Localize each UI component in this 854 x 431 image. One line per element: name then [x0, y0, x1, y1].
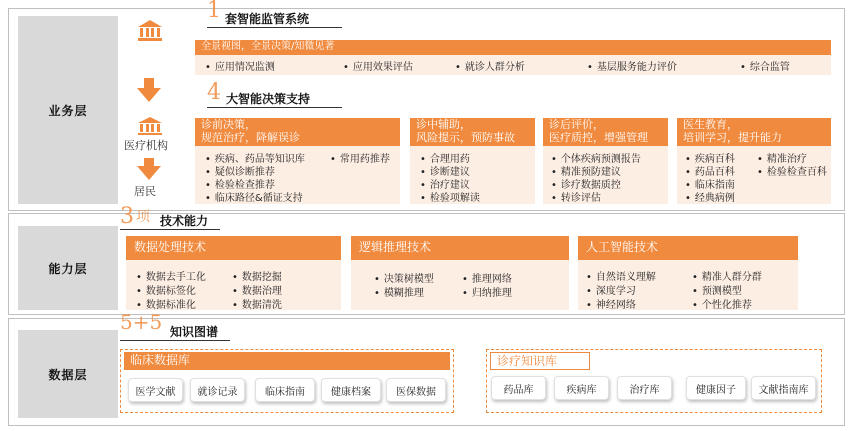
- section2-title: 大智能决策支持: [226, 92, 311, 106]
- tech-card-item: • 模糊推理: [374, 284, 424, 299]
- tech-card-item: • 决策树模型: [374, 270, 434, 285]
- section1-title: 套智能监管系统: [225, 12, 310, 26]
- decision-card-item: • 临床指南: [685, 176, 735, 191]
- decision-card-item: • 检验项解读: [420, 189, 480, 204]
- clinical-db-item: 医学文献: [128, 378, 183, 402]
- section4-underline: [120, 340, 230, 341]
- tech-card-item: • 预测模型: [692, 282, 742, 297]
- tech-card-item: • 精准人群分群: [692, 268, 762, 283]
- decision-card-item: • 治疗建议: [420, 176, 470, 191]
- clinical-db-header: 临床数据库: [124, 352, 450, 370]
- decision-card-item: • 疾病、药品等知识库: [205, 150, 305, 165]
- decision-card-header-line: 医疗质控，增强管理: [549, 130, 648, 144]
- hospital-label: 医疗机构: [124, 139, 168, 152]
- decision-card-item: • 疾病百科: [685, 150, 735, 165]
- arrow-down-icon: [144, 158, 154, 166]
- tech-card-item: • 自然语义理解: [586, 268, 656, 283]
- decision-card-item: • 经典病例: [685, 189, 735, 204]
- decision-card-item: • 常用药推荐: [330, 150, 390, 165]
- section3-title: 技术能力: [160, 214, 209, 228]
- decision-card-header-line: 诊前决策，: [201, 118, 256, 131]
- decision-card-header: [677, 118, 831, 146]
- decision-card-header: [410, 118, 535, 146]
- clinical-db-item: 健康档案: [321, 378, 381, 402]
- decision-card-item: • 合理用药: [420, 150, 470, 165]
- knowledge-db-header: 诊疗知识库: [490, 352, 590, 370]
- section1-item: • 综合监管: [740, 58, 790, 73]
- tech-card-item: • 推理网络: [462, 270, 512, 285]
- tech-card-header: 人工智能技术: [578, 236, 798, 260]
- clinical-db-item: 临床指南: [255, 378, 315, 402]
- section1-item: • 就诊人群分析: [455, 58, 525, 73]
- clinical-db-item: 就诊记录: [190, 378, 245, 402]
- tech-card-header: 逻辑推理技术: [351, 236, 569, 260]
- capability-layer-label: 能力层: [18, 226, 118, 310]
- decision-card-header-line: 规范治疗，降解误诊: [201, 130, 300, 144]
- resident-label: 居民: [134, 185, 156, 198]
- decision-card-header-line: 医生教育，: [683, 118, 738, 131]
- decision-card-item: • 疑似诊断推荐: [205, 163, 275, 178]
- tech-card-item: • 数据标签化: [136, 282, 196, 297]
- tech-card-item: • 数据治理: [232, 282, 282, 297]
- building-icon: [135, 18, 165, 42]
- hospital-icon: [136, 116, 164, 136]
- decision-card-item: • 精准治疗: [757, 150, 807, 165]
- section1-number: 1: [207, 0, 221, 23]
- section1-item: • 基层服务能力评价: [587, 58, 677, 73]
- tech-card-item: • 深度学习: [586, 282, 636, 297]
- section1-item: • 应用效果评估: [343, 58, 413, 73]
- knowledge-db-item: 药品库: [491, 376, 546, 400]
- arrow-down-icon: [144, 78, 154, 88]
- knowledge-db-item: 疾病库: [554, 376, 609, 400]
- decision-card-item: • 转诊评估: [551, 189, 601, 204]
- decision-card-header-line: 培训学习，提升能力: [683, 130, 782, 144]
- decision-card-item: • 诊断建议: [420, 163, 470, 178]
- tech-card-header: 数据处理技术: [126, 236, 341, 260]
- tech-card-item: • 归纳推理: [462, 284, 512, 299]
- section2-number: 4: [207, 80, 221, 105]
- decision-card-item: • 检验检查推荐: [205, 176, 275, 191]
- arrow-down-icon: [137, 166, 161, 180]
- section1-bar: 全景视图，全景决策/知微见著: [195, 40, 831, 55]
- data-layer-label: 数据层: [18, 330, 118, 418]
- tech-card-item: • 数据清洗: [232, 296, 282, 311]
- decision-card-item: • 药品百科: [685, 163, 735, 178]
- section4-number: 5+5: [120, 310, 163, 334]
- decision-card-item: • 临床路径&循证支持: [205, 189, 303, 204]
- section2-underline: [207, 107, 342, 108]
- knowledge-db-item: 治疗库: [617, 376, 672, 400]
- section3-number-suffix: 项: [136, 209, 150, 225]
- decision-card-item: • 诊疗数据质控: [551, 176, 621, 191]
- decision-card-header-line: 诊后评价，: [549, 118, 604, 131]
- section3-number: 3: [120, 204, 134, 229]
- business-layer-label: 业务层: [18, 16, 118, 204]
- decision-card-header: [543, 118, 668, 146]
- decision-card-header-line: 风险提示，预防事故: [416, 130, 515, 144]
- tech-card-item: • 个性化推荐: [692, 296, 752, 311]
- decision-card-item: • 个体疾病预测报告: [551, 150, 641, 165]
- knowledge-db-item: 健康因子: [686, 376, 746, 400]
- section1-underline: [207, 27, 342, 28]
- clinical-db-item: 医保数据: [386, 378, 446, 402]
- section1-item: • 应用情况监测: [205, 58, 275, 73]
- knowledge-db-item: 文献指南库: [751, 376, 816, 400]
- decision-card-item: • 检验检查百科: [757, 163, 827, 178]
- tech-card-item: • 神经网络: [586, 296, 636, 311]
- arrow-down-icon: [137, 88, 161, 102]
- tech-card-item: • 数据去手工化: [136, 268, 206, 283]
- tech-card-item: • 数据标准化: [136, 296, 196, 311]
- decision-card-header-line: 诊中辅助，: [416, 118, 471, 131]
- section4-title: 知识图谱: [170, 325, 219, 339]
- decision-card-item: • 精准预防建议: [551, 163, 621, 178]
- tech-card-item: • 数据挖掘: [232, 268, 282, 283]
- section3-underline: [120, 229, 220, 230]
- decision-card-header: [195, 118, 400, 146]
